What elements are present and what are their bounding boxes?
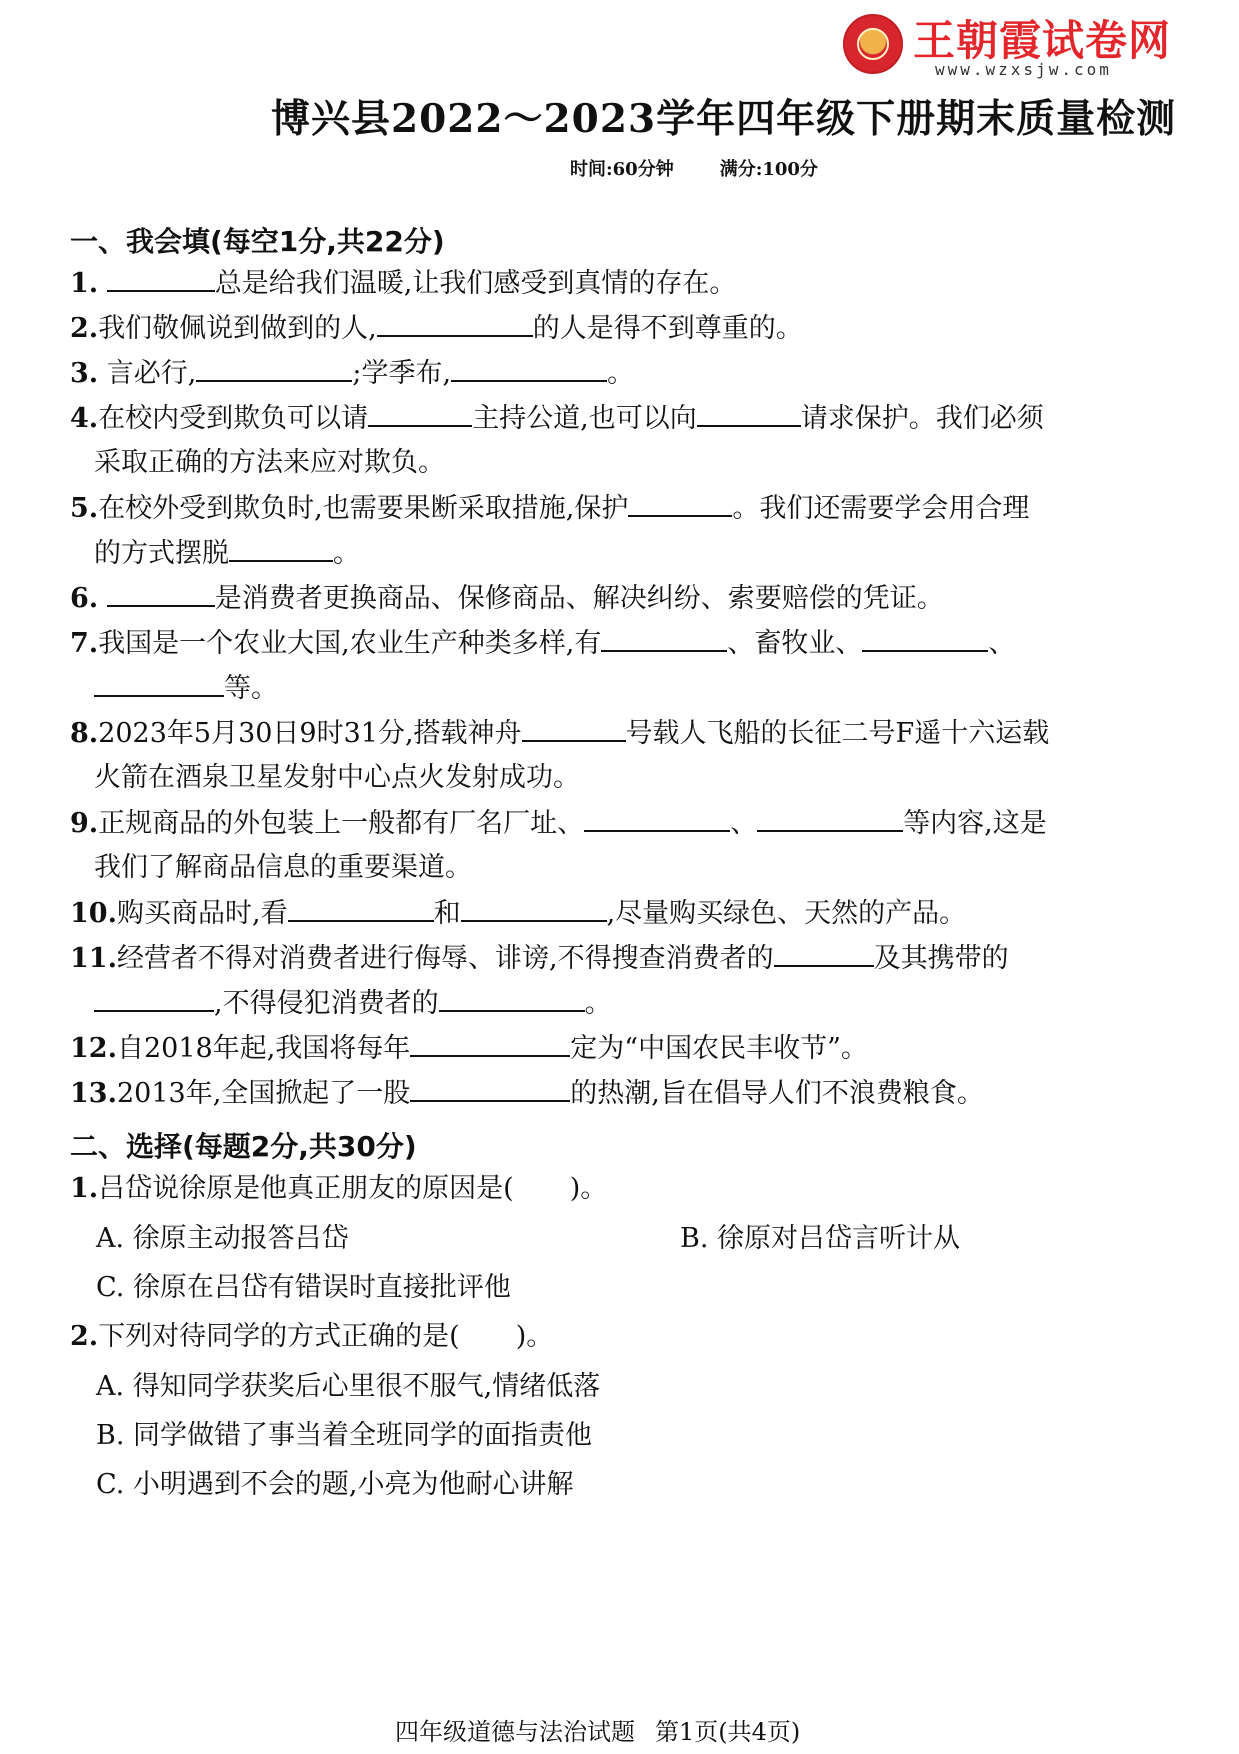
answer-blank[interactable] [410,1076,570,1102]
question-1-4: 4.在校内受到欺负可以请 主持公道,也可以向 请求保护。我们必须 [70,403,1044,434]
option-2-1-b[interactable]: B. 徐原对吕岱言听计从 [680,1223,961,1254]
answer-blank[interactable] [862,626,988,652]
question-1-9: 9.正规商品的外包装上一般都有厂名厂址、 、 等内容,这是 [70,808,1047,839]
answer-blank[interactable] [522,716,626,742]
question-1-5: 5.在校外受到欺负时,也需要果断采取措施,保护 。我们还需要学会用合理 [70,493,1030,524]
question-1-11-cont: ,不得侵犯消费者的 。 [94,986,612,1021]
answer-blank[interactable] [584,806,730,832]
question-1-10: 10.购买商品时,看 和 ,尽量购买绿色、天然的产品。 [70,898,967,929]
section-heading-fill: 一、我会填(每空1分,共22分) [70,225,445,258]
watermark-brand: 王朝霞试卷网 [913,16,1172,65]
footer-page-number: 第1页(共4页) [655,1718,801,1746]
answer-blank[interactable] [461,896,607,922]
question-1-7-cont: 等。 [94,671,278,706]
question-1-3: 3. 言必行, ;学季布, 。 [70,358,635,389]
option-2-1-c[interactable]: C. 徐原在吕岱有错误时直接批评他 [96,1272,511,1303]
question-1-8: 8.2023年5月30日9时31分,搭载神舟 号载人飞船的长征二号F遥十六运载 [70,718,1050,749]
watermark-logo [835,6,1235,86]
question-1-6: 6. 是消费者更换商品、保修商品、解决纠纷、索要赔偿的凭证。 [70,583,944,614]
footer-subject: 四年级道德与法治试题 [395,1718,635,1746]
question-2-1: 1.吕岱说徐原是他真正朋友的原因是( )。 [70,1173,608,1204]
exam-time: 时间:60分钟 [570,159,674,180]
answer-blank[interactable] [410,1031,570,1057]
answer-blank[interactable] [288,896,434,922]
question-1-4-cont: 采取正确的方法来应对欺负。 [94,447,445,478]
exam-score: 满分:100分 [719,159,818,180]
answer-blank[interactable] [229,536,333,562]
question-1-1: 1. 总是给我们温暖,让我们感受到真情的存在。 [70,268,737,299]
seal-icon [843,14,903,74]
question-1-13: 13.2013年,全国掀起了一股 的热潮,旨在倡导人们不浪费粮食。 [70,1078,984,1109]
answer-blank[interactable] [628,491,732,517]
option-2-2-a[interactable]: A. 得知同学获奖后心里很不服气,情绪低落 [96,1371,601,1402]
question-1-11: 11.经营者不得对消费者进行侮辱、诽谤,不得搜查消费者的 及其携带的 [70,943,1009,974]
answer-blank[interactable] [601,626,727,652]
exam-info [570,155,818,181]
option-2-1-a[interactable]: A. 徐原主动报答吕岱 [96,1223,349,1254]
answer-blank[interactable] [451,356,607,382]
page-footer [395,1712,800,1747]
answer-blank[interactable] [107,266,215,292]
question-1-8-cont: 火箭在酒泉卫星发射中心点火发射成功。 [94,762,580,793]
answer-blank[interactable] [196,356,352,382]
page-title: 博兴县2022～2023学年四年级下册期末质量检测 [271,96,1177,142]
answer-blank[interactable] [107,581,215,607]
question-2-2: 2.下列对待同学的方式正确的是( )。 [70,1321,554,1352]
watermark-url: www.wzxsjw.com [935,60,1112,79]
answer-blank[interactable] [697,401,801,427]
answer-blank[interactable] [94,671,224,697]
section-heading-choice: 二、选择(每题2分,共30分) [70,1130,417,1163]
answer-blank[interactable] [757,806,903,832]
question-1-5-cont: 的方式摆脱 。 [94,538,360,569]
answer-blank[interactable] [368,401,472,427]
question-1-9-cont: 我们了解商品信息的重要渠道。 [94,852,472,883]
answer-blank[interactable] [439,986,585,1012]
answer-blank[interactable] [94,986,214,1012]
question-1-2: 2.我们敬佩说到做到的人, 的人是得不到尊重的。 [70,313,803,344]
option-2-2-b[interactable]: B. 同学做错了事当着全班同学的面指责他 [96,1420,593,1451]
answer-blank[interactable] [774,941,874,967]
option-2-2-c[interactable]: C. 小明遇到不会的题,小亮为他耐心讲解 [96,1469,574,1500]
question-1-7: 7.我国是一个农业大国,农业生产种类多样,有 、畜牧业、 、 [70,628,1016,659]
question-1-12: 12.自2018年起,我国将每年 定为“中国农民丰收节”。 [70,1033,868,1064]
answer-blank[interactable] [377,311,533,337]
